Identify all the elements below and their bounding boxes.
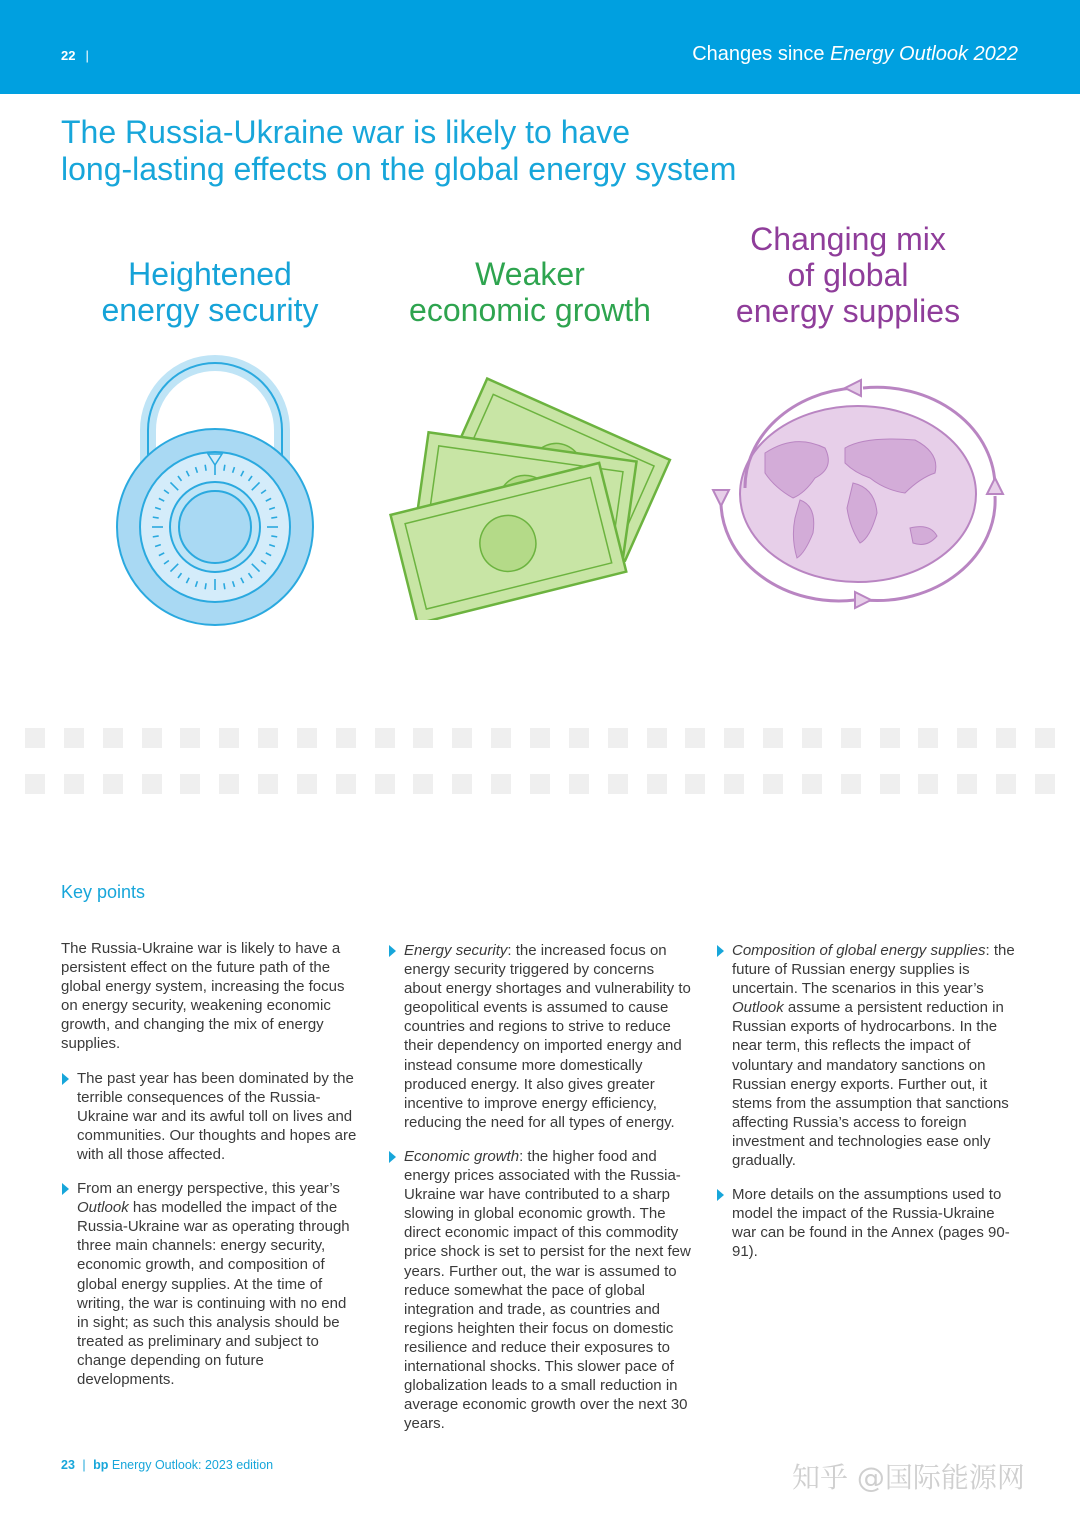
dial-tick [153, 517, 159, 518]
separator: | [85, 48, 89, 63]
intro-paragraph: The Russia-Ukraine war is likely to have a persistent effect on the future path of the global energy system, increasing the focus on energy security, weakening economic growth, and changing the mix of energy supplies. [61, 940, 345, 1053]
bullet-point: The past year has been dominated by the terrible consequences of the Russia-Ukraine war and its awful toll on lives and communities. Our thoughts and hopes are with all those affected. [61, 1069, 361, 1164]
bullet-arrow-icon [389, 945, 396, 957]
text-column-2 [388, 941, 693, 1448]
dial-tick [271, 517, 277, 518]
dial-tick [205, 465, 206, 471]
globe-cycle-icon [705, 378, 1015, 614]
heading-energy-supplies: Changing mix of global energy supplies [735, 221, 961, 329]
dial-tick [271, 536, 277, 537]
bullet-point: Economic growth: the higher food and energy prices associated with the Russia-Ukraine war have contributed to a sharp slowing in global economic growth. The direct economic impact of this commodity price shock is set to persist for the next few years. Further out, the war is assumed to reduce somewhat the pace of global integration and trade, as countries and regions heighten their focus on domestic resilience and reduce their exposures to international shocks. This slower pace of globalization leads to a small reduction in average economic growth over the next 30 years. [388, 1147, 693, 1433]
bullet-arrow-icon [389, 1151, 396, 1163]
bullet-point: Energy security: the increased focus on energy security triggered by concerns about energy shortages and vulnerability to geopolitical events is assumed to cause countries and regions to strive to reduce their dependency on imported energy and instead consume more domestically produced energy. It also gives greater incentive to improve energy efficiency, reducing the need for all types of energy. [388, 941, 693, 1132]
decorative-pattern-row [25, 774, 1055, 794]
bullet-point: Composition of global energy supplies: the future of Russian energy supplies is uncertain. The scenarios in this year’s Outlook assume a persistent reduction in Russian exports of hydrocarbons. In the near term, this reflects the impact of voluntary and mandatory sanctions on Russian energy exports. Further out, it stems from the assumption that sanctions affecting Russia’s access to foreign investment and technologies ease only gradually. [716, 941, 1016, 1170]
footer: 23 | bp Energy Outlook: 2023 edition [61, 1458, 274, 1472]
watermark: 知乎 @国际能源网 [792, 1461, 1025, 1494]
dial-tick [153, 536, 159, 537]
heading-economic-growth: Weaker economic growth [409, 256, 651, 328]
padlock-icon [110, 355, 320, 635]
page-number: 22 [61, 48, 76, 63]
key-points-heading: Key points [61, 882, 146, 902]
bullet-arrow-icon [62, 1183, 69, 1195]
brand: bp [93, 1458, 109, 1472]
text-column-3 [716, 941, 1016, 1277]
bullet-point: More details on the assumptions used to model the impact of the Russia-Ukraine war can be found in the Annex (pages 90-91). [716, 1185, 1016, 1261]
text-column-1 [61, 939, 361, 1404]
heading-energy-security: Heightened energy security [101, 256, 319, 328]
bullet-arrow-icon [717, 1189, 724, 1201]
bullet-arrow-icon [62, 1073, 69, 1085]
page-title: The Russia-Ukraine war is likely to have long-lasting effects on the global energy system [61, 114, 737, 187]
dial-tick [224, 583, 225, 589]
dial-tick [224, 465, 225, 471]
decorative-pattern-row [25, 728, 1055, 748]
bullet-point: From an energy perspective, this year’s Outlook has modelled the impact of the Russia-Ukraine war as operating through three main channels: energy security, economic growth, and composition of global energy supplies. At the time of writing, the war is continuing with no end in sight; as such this analysis should be treated as preliminary and subject to change depending on future developments. [61, 1179, 361, 1389]
header-bar [0, 0, 1080, 94]
banknotes-icon [385, 370, 675, 620]
section-label: Changes since Energy Outlook 2022 [692, 43, 1018, 65]
dial-tick [205, 583, 206, 589]
bullet-arrow-icon [717, 945, 724, 957]
